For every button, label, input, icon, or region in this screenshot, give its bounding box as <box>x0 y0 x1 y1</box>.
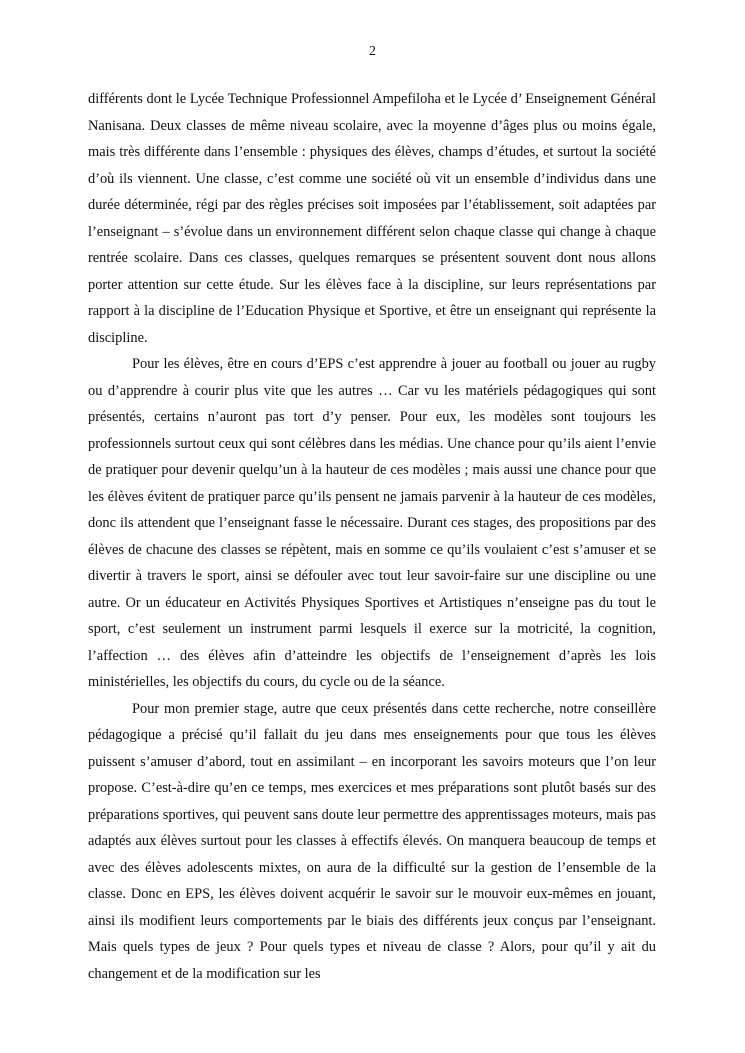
paragraph-3: Pour mon premier stage, autre que ceux présentés dans cette recherche, notre conseillère pédagogique a précisé qu’il fallait du jeu dans mes enseignements pour que tous les élèves puissent s’amuser d’abord, tout en assimilant – en incorporant les savoirs moteurs que l’on leur propose. C’est-à-dire qu’en ce temps, mes exercices et mes préparations sont plutôt basés sur des préparations sportives, qui peuvent sans doute leur permettre des apprentissages moteurs, mais pas adaptés aux élèves surtout pour les classes à effectifs élevés. On manquera beaucoup de temps et avec des élèves adolescents mixtes, on aura de la difficulté sur la gestion de l’ensemble de la classe. Donc en EPS, les élèves doivent acquérir le savoir sur le mouvoir eux-mêmes en jouant, ainsi ils modifient leurs comportements par le biais des différents jeux conçus par l’enseignant. Mais quels types de jeux ? Pour quels types et niveau de classe ? Alors, pour qu’il y ait du changement et de la modification sur les <box>88 700 656 982</box>
page-number: 2 <box>369 44 376 59</box>
document-body <box>88 86 656 987</box>
paragraph-2: Pour les élèves, être en cours d’EPS c’est apprendre à jouer au football ou jouer au rugby ou d’apprendre à courir plus vite que les autres … Car vu les matériels pédagogiques qui sont présentés, certains n’auront pas tort d’y penser. Pour eux, les modèles sont toujours les professionnels surtout ceux qui sont célèbres dans les médias. Une chance pour qu’ils aient l’envie de pratiquer pour devenir quelqu’un à la hauteur de ces modèles ; mais aussi une chance pour que les élèves évitent de pratiquer parce qu’ils pensent ne jamais parvenir à la hauteur de ces modèles, donc ils attendent que l’enseignant fasse le nécessaire. Durant ces stages, des propositions par des élèves de chacune des classes se répètent, mais en somme ce qu’ils voulaient c’est s’amuser et se divertir à travers le sport, ainsi se défouler avec tout leur savoir-faire sur une discipline ou une autre. Or un éducateur en Activités Physiques Sportives et Artistiques n’enseigne pas du tout le sport, c’est seulement un instrument parmi lesquels il exerce sur la motricité, la cognition, l’affection … des élèves afin d’atteindre les objectifs de l’enseignement d’après les lois ministérielles, les objectifs du cours, du cycle ou de la séance. <box>88 356 656 690</box>
paragraph-1: différents dont le Lycée Technique Professionnel Ampefiloha et le Lycée d’ Enseignement Général Nanisana. Deux classes de même niveau scolaire, avec la moyenne d’âges plus ou moins égale, mais très différente dans l’ensemble : physiques des élèves, champs d’études, et surtout la société d’où ils viennent. Une classe, c’est comme une société où vit un ensemble d’individus dans une durée déterminée, régi par des règles précises soit imposées par l’établissement, soit adaptées par l’enseignant – s’évolue dans un environnement différent selon chaque classe qui change à chaque rentrée scolaire. Dans ces classes, quelques remarques se présentent souvent dont nous allons porter attention sur cette étude. Sur les élèves face à la discipline, sur leurs représentations par rapport à la discipline de l’Education Physique et Sportive, et être un enseignant qui représente la discipline. <box>88 91 656 346</box>
